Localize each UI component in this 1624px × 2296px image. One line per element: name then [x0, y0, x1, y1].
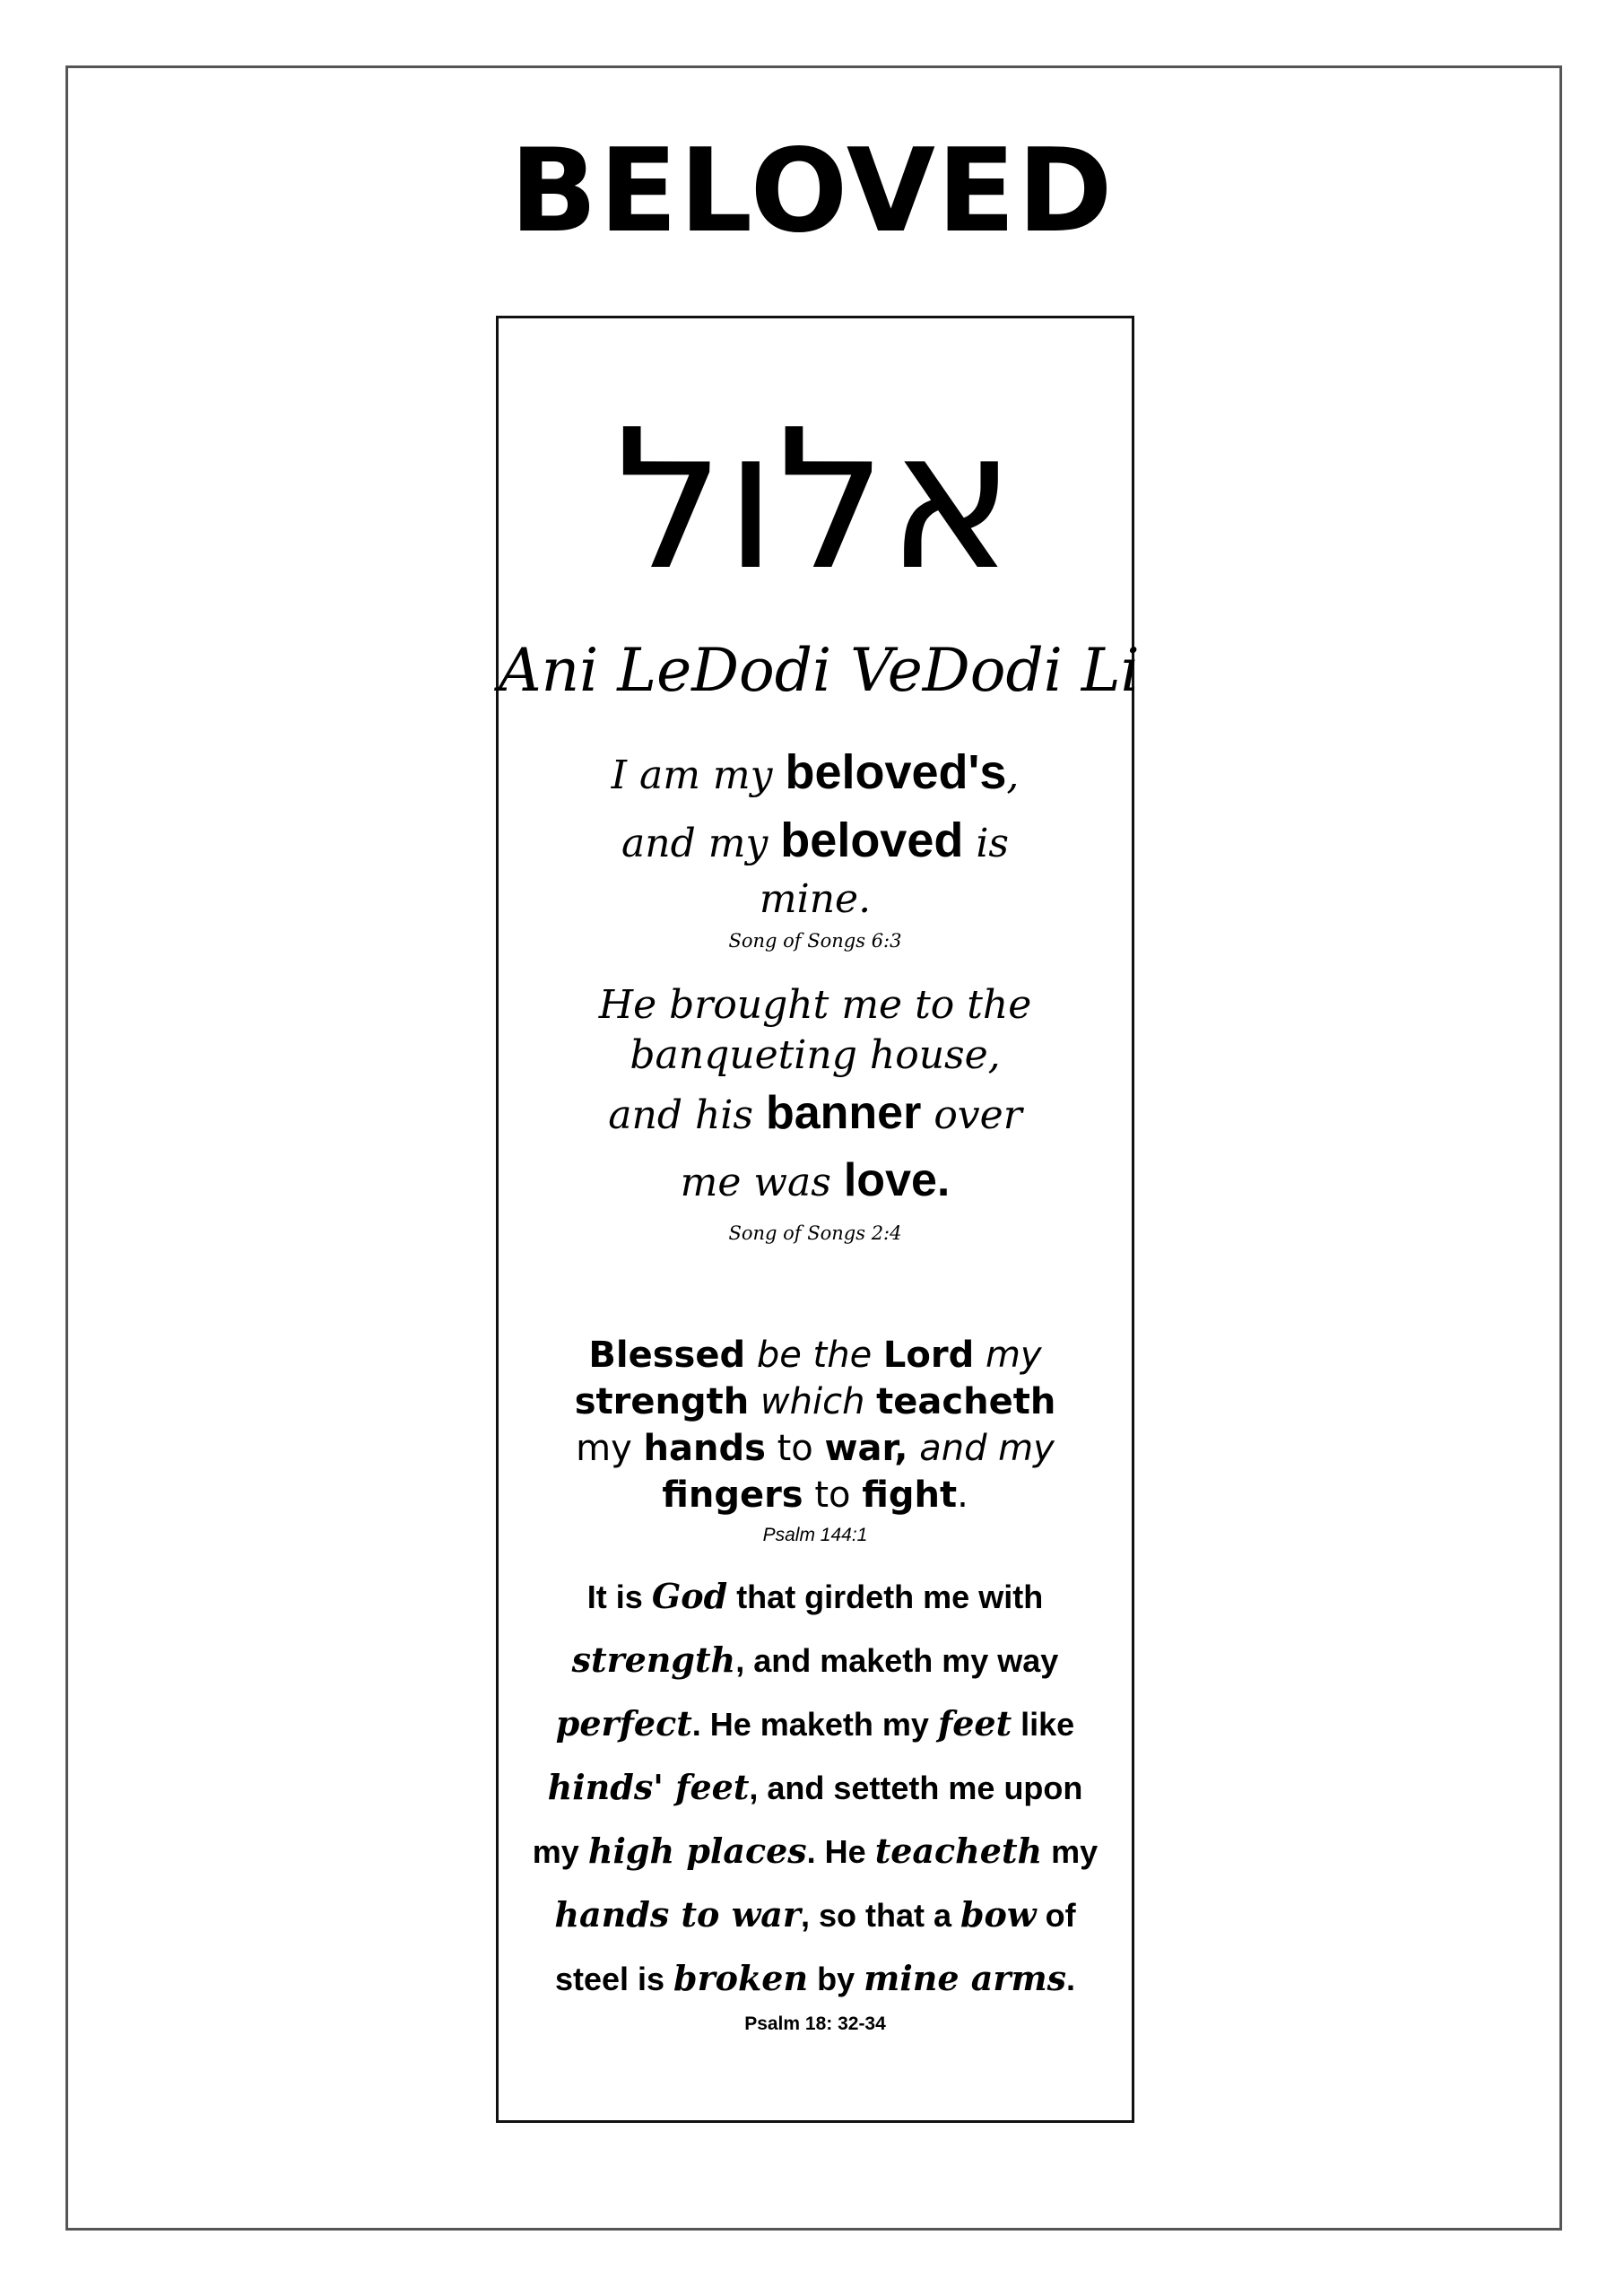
verse-song-of-songs-2-4 — [499, 980, 1132, 1251]
verse-text: of — [1036, 1897, 1076, 1934]
verse-emphasis: Lord — [882, 1335, 975, 1376]
verse-text: It is — [586, 1578, 652, 1615]
verse-line — [499, 1472, 1132, 1518]
verse-text: . He maketh my — [691, 1706, 938, 1743]
verse-text: is — [963, 821, 1009, 866]
verse-emphasis: broken — [673, 1958, 809, 1998]
verse-text: . He — [806, 1833, 875, 1870]
verse-line: He brought me to the — [598, 982, 1032, 1028]
verse-line: mine. — [759, 876, 872, 922]
verse-text: , so that a — [800, 1897, 960, 1934]
verse-line — [499, 1947, 1132, 2011]
verse-text: which — [749, 1381, 877, 1422]
verse-emphasis: war, — [824, 1428, 908, 1469]
verse-text: that girdeth me with — [727, 1578, 1044, 1615]
verse-line — [499, 1332, 1132, 1378]
verse-line — [499, 1378, 1132, 1425]
verse-emphasis: Blessed — [588, 1335, 746, 1376]
verse-line — [499, 740, 1132, 808]
verse-reference: Song of Songs 6:3 — [728, 930, 902, 952]
verse-line — [499, 1081, 1132, 1148]
verse-line: banqueting house, — [630, 1032, 1001, 1078]
verse-emphasis: beloved — [780, 813, 964, 867]
verse-emphasis: strength — [574, 1381, 750, 1422]
verse-emphasis: perfect — [555, 1703, 692, 1744]
verse-emphasis: hands — [643, 1428, 766, 1469]
verse-emphasis: high places — [587, 1831, 807, 1871]
hebrew-word: אלול — [614, 387, 1016, 613]
verse-line — [499, 1425, 1132, 1472]
verse-song-of-songs-6-3 — [499, 740, 1132, 959]
verse-text: be the — [745, 1335, 883, 1376]
transliteration: Ani LeDodi VeDodi Li — [499, 636, 1140, 705]
bookmark-card — [496, 316, 1140, 2123]
verse-text: . — [1066, 1961, 1076, 1997]
verse-text: like — [1012, 1706, 1075, 1743]
verse-text: , and setteth me upon — [749, 1770, 1083, 1806]
verse-emphasis: teacheth — [874, 1831, 1043, 1871]
verse-text: , — [1006, 752, 1020, 798]
verse-text: and his — [608, 1092, 766, 1138]
verse-text: I am my — [611, 752, 786, 798]
verse-line — [499, 1148, 1132, 1215]
verse-text: me was — [680, 1160, 844, 1205]
verse-text: by — [808, 1961, 864, 1997]
verse-text: and my — [908, 1428, 1055, 1469]
verse-emphasis: strength — [571, 1639, 736, 1680]
verse-emphasis: hinds' feet — [547, 1767, 750, 1807]
verse-emphasis: mine arms — [864, 1958, 1067, 1998]
verse-reference: Psalm 144:1 — [762, 1525, 868, 1545]
verse-reference: Song of Songs 2:4 — [728, 1222, 902, 1244]
verse-psalm-18-32-34 — [499, 1565, 1132, 2038]
verse-text: my — [576, 1428, 644, 1469]
verse-text: and my — [621, 821, 781, 866]
verse-text: steel is — [554, 1961, 674, 1997]
verse-emphasis: beloved's — [785, 745, 1007, 799]
verse-line — [499, 1692, 1132, 1756]
verse-line — [499, 1883, 1132, 1947]
verse-emphasis: God — [651, 1576, 728, 1616]
verse-line — [499, 1756, 1132, 1820]
verse-text: to — [803, 1474, 863, 1516]
verse-text: , and maketh my way — [735, 1642, 1059, 1679]
verse-text: my — [974, 1335, 1042, 1376]
verse-emphasis: banner — [765, 1087, 922, 1139]
verse-line — [499, 1565, 1132, 1629]
verse-emphasis: hands to war — [554, 1894, 801, 1935]
page-title: BELOVED — [509, 125, 1115, 258]
verse-emphasis: fingers — [662, 1474, 803, 1516]
verse-emphasis: feet — [937, 1703, 1012, 1744]
verse-text: . — [957, 1474, 968, 1516]
verse-emphasis: fight — [862, 1474, 958, 1516]
verse-text: over — [921, 1092, 1022, 1138]
verse-emphasis: teacheth — [876, 1381, 1056, 1422]
verse-line — [499, 1629, 1132, 1692]
verse-emphasis: love. — [843, 1154, 951, 1206]
verse-reference: Psalm 18: 32-34 — [744, 2013, 886, 2034]
verse-text: to — [765, 1428, 825, 1469]
verse-line — [499, 808, 1132, 876]
verse-psalm-144-1 — [499, 1332, 1132, 1552]
verse-text: my — [532, 1833, 588, 1870]
verse-emphasis: bow — [960, 1894, 1037, 1935]
verse-line — [499, 1820, 1132, 1883]
verse-text: my — [1042, 1833, 1099, 1870]
